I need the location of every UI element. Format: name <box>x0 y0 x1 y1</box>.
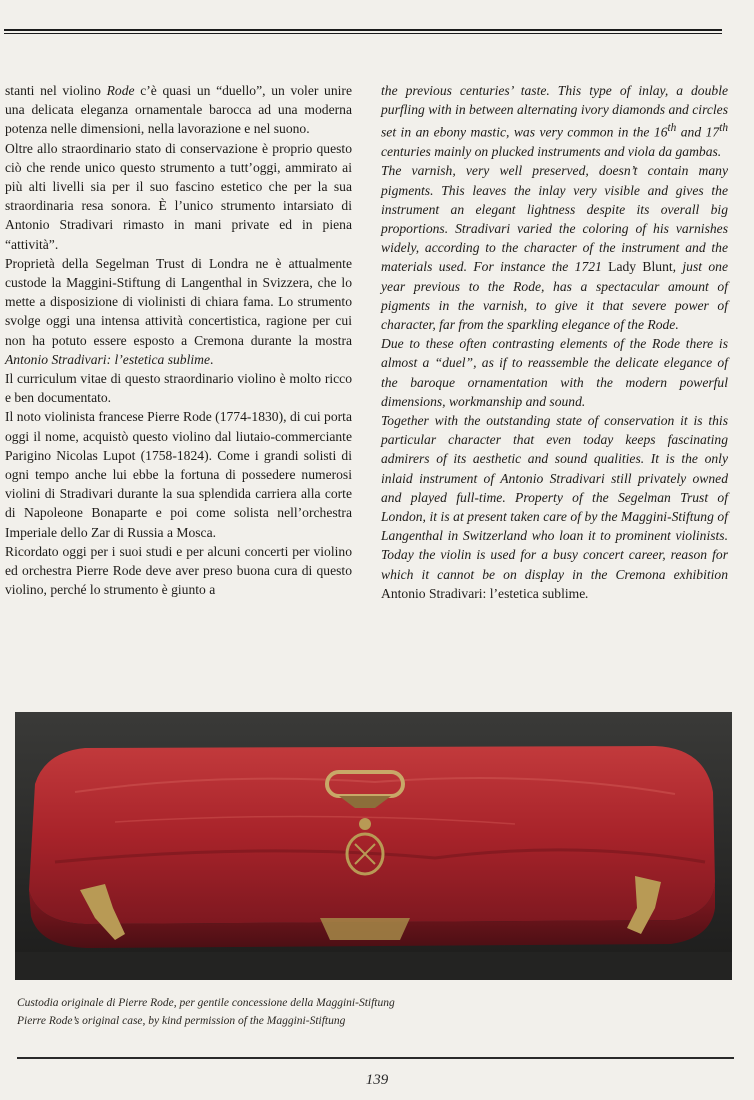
paragraph: Il curriculum vitae di questo straordinario violino è molto ricco e ben documentato. <box>5 371 352 406</box>
caption-english: Pierre Rode’s original case, by kind permission of the Maggini-Stiftung <box>17 1015 346 1027</box>
paragraph: Due to these often contrasting elements of the Rode there is almost a “duel”, as if to reassemble the delicate elegance of the baroque ornamentation with the modern powerful dimensions, workmanship and sound. <box>381 336 728 409</box>
top-rule <box>4 29 722 34</box>
paragraph: the previous centuries’ taste. This type of inlay, a double purfling with in between alternating ivory diamonds and circles set in an ebony mastic, was very common in the 16th and 17th centuries mainly on plucked instruments and viola da gambas. <box>381 83 729 160</box>
front-clasp-icon <box>320 918 410 940</box>
bottom-rule <box>17 1057 734 1060</box>
case-illustration <box>15 712 732 980</box>
paragraph: Ricordato oggi per i suoi studi e per alcuni concerti per violino ed orchestra Pierre Rode deve aver preso buona cura di questo violino, perché lo strumento è giunto a <box>5 543 352 598</box>
paragraph: Oltre allo straordinario stato di conservazione è proprio questo ciò che rende unico questo strumento a tutt’oggi, ammirato ai più alti livelli sia per il suo fascino estetico che per la sua straordinaria resa sonora. È l’unico strumento intarsiato di Antonio Stradivari rimasto in mani private ed in piena “attività”. <box>5 140 352 252</box>
photo-caption <box>17 994 717 1030</box>
paragraph: stanti nel violino Rode c’è quasi un “duello”, un voler unire una delicata eleganza ornamentale barocca ad una moderna potenza nelle dimensioni, nella lavorazione e nel suono. <box>5 83 352 137</box>
paragraph: Proprietà della Segelman Trust di Londra ne è attualmente custode la Maggini-Stiftung di Langenthal in Svizzera, che lo mette a disposizione di violinisti di chiara fama. Lo strumento svolge oggi una intensa attività concertistica, ragione per cui non ha potuto essere esposto a Cremona durante la mostra Antonio Stradivari: l’estetica sublime. <box>5 255 352 367</box>
paragraph: The varnish, very well preserved, doesn’t contain many pigments. This leaves the inlay very visible and gives the instrument an elegant lightness despite its overall big proportions. Stradivari varied the coloring of his varnishes widely, according to the character of the instrument and the materials used. For instance the 1721 Lady Blunt, just one year previous to the Rode, has a spectacular amount of pigments in the varnish, to give it that severe power of character, far from the sparkling elegance of the Rode. <box>381 163 728 332</box>
violin-case-photo <box>15 712 732 980</box>
paragraph: Il noto violinista francese Pierre Rode (1774-1830), di cui porta oggi il nome, acquistò questo violino dal liutaio-commerciante Parigino Nicolas Lupot (1758-1824). Come i grandi solisti di ogni tempo anche lui ebbe la fortuna di possedere numerosi violini di Stradivari durante la sua splendida carriera alla corte di Napoleone Bonaparte e poi come solista nell’orchestra Imperiale dello Zar di Russia a Mosca. <box>5 409 352 540</box>
english-text-column <box>381 81 728 603</box>
paragraph: Together with the outstanding state of conservation it is this particular character that even today keeps fascinating admirers of its aesthetic and sound qualities. It is the only inlaid instrument of Antonio Stradivari still privately owned and played full-time. Property of the Segelman Trust of London, it is at present taken care of by the Maggini-Stiftung of Langenthal in Switzerland who loan it to prominent violinists. Today the violin is used for a busy concert career, reason for which it cannot be on display in the Cremona exhibition Antonio Stradivari: l’estetica sublime. <box>381 412 728 601</box>
caption-italian: Custodia originale di Pierre Rode, per gentile concessione della Maggini-Stiftung <box>17 997 395 1009</box>
keyhole-icon <box>359 818 371 830</box>
italian-text-column <box>5 81 352 599</box>
page-number: 139 <box>365 1072 389 1088</box>
